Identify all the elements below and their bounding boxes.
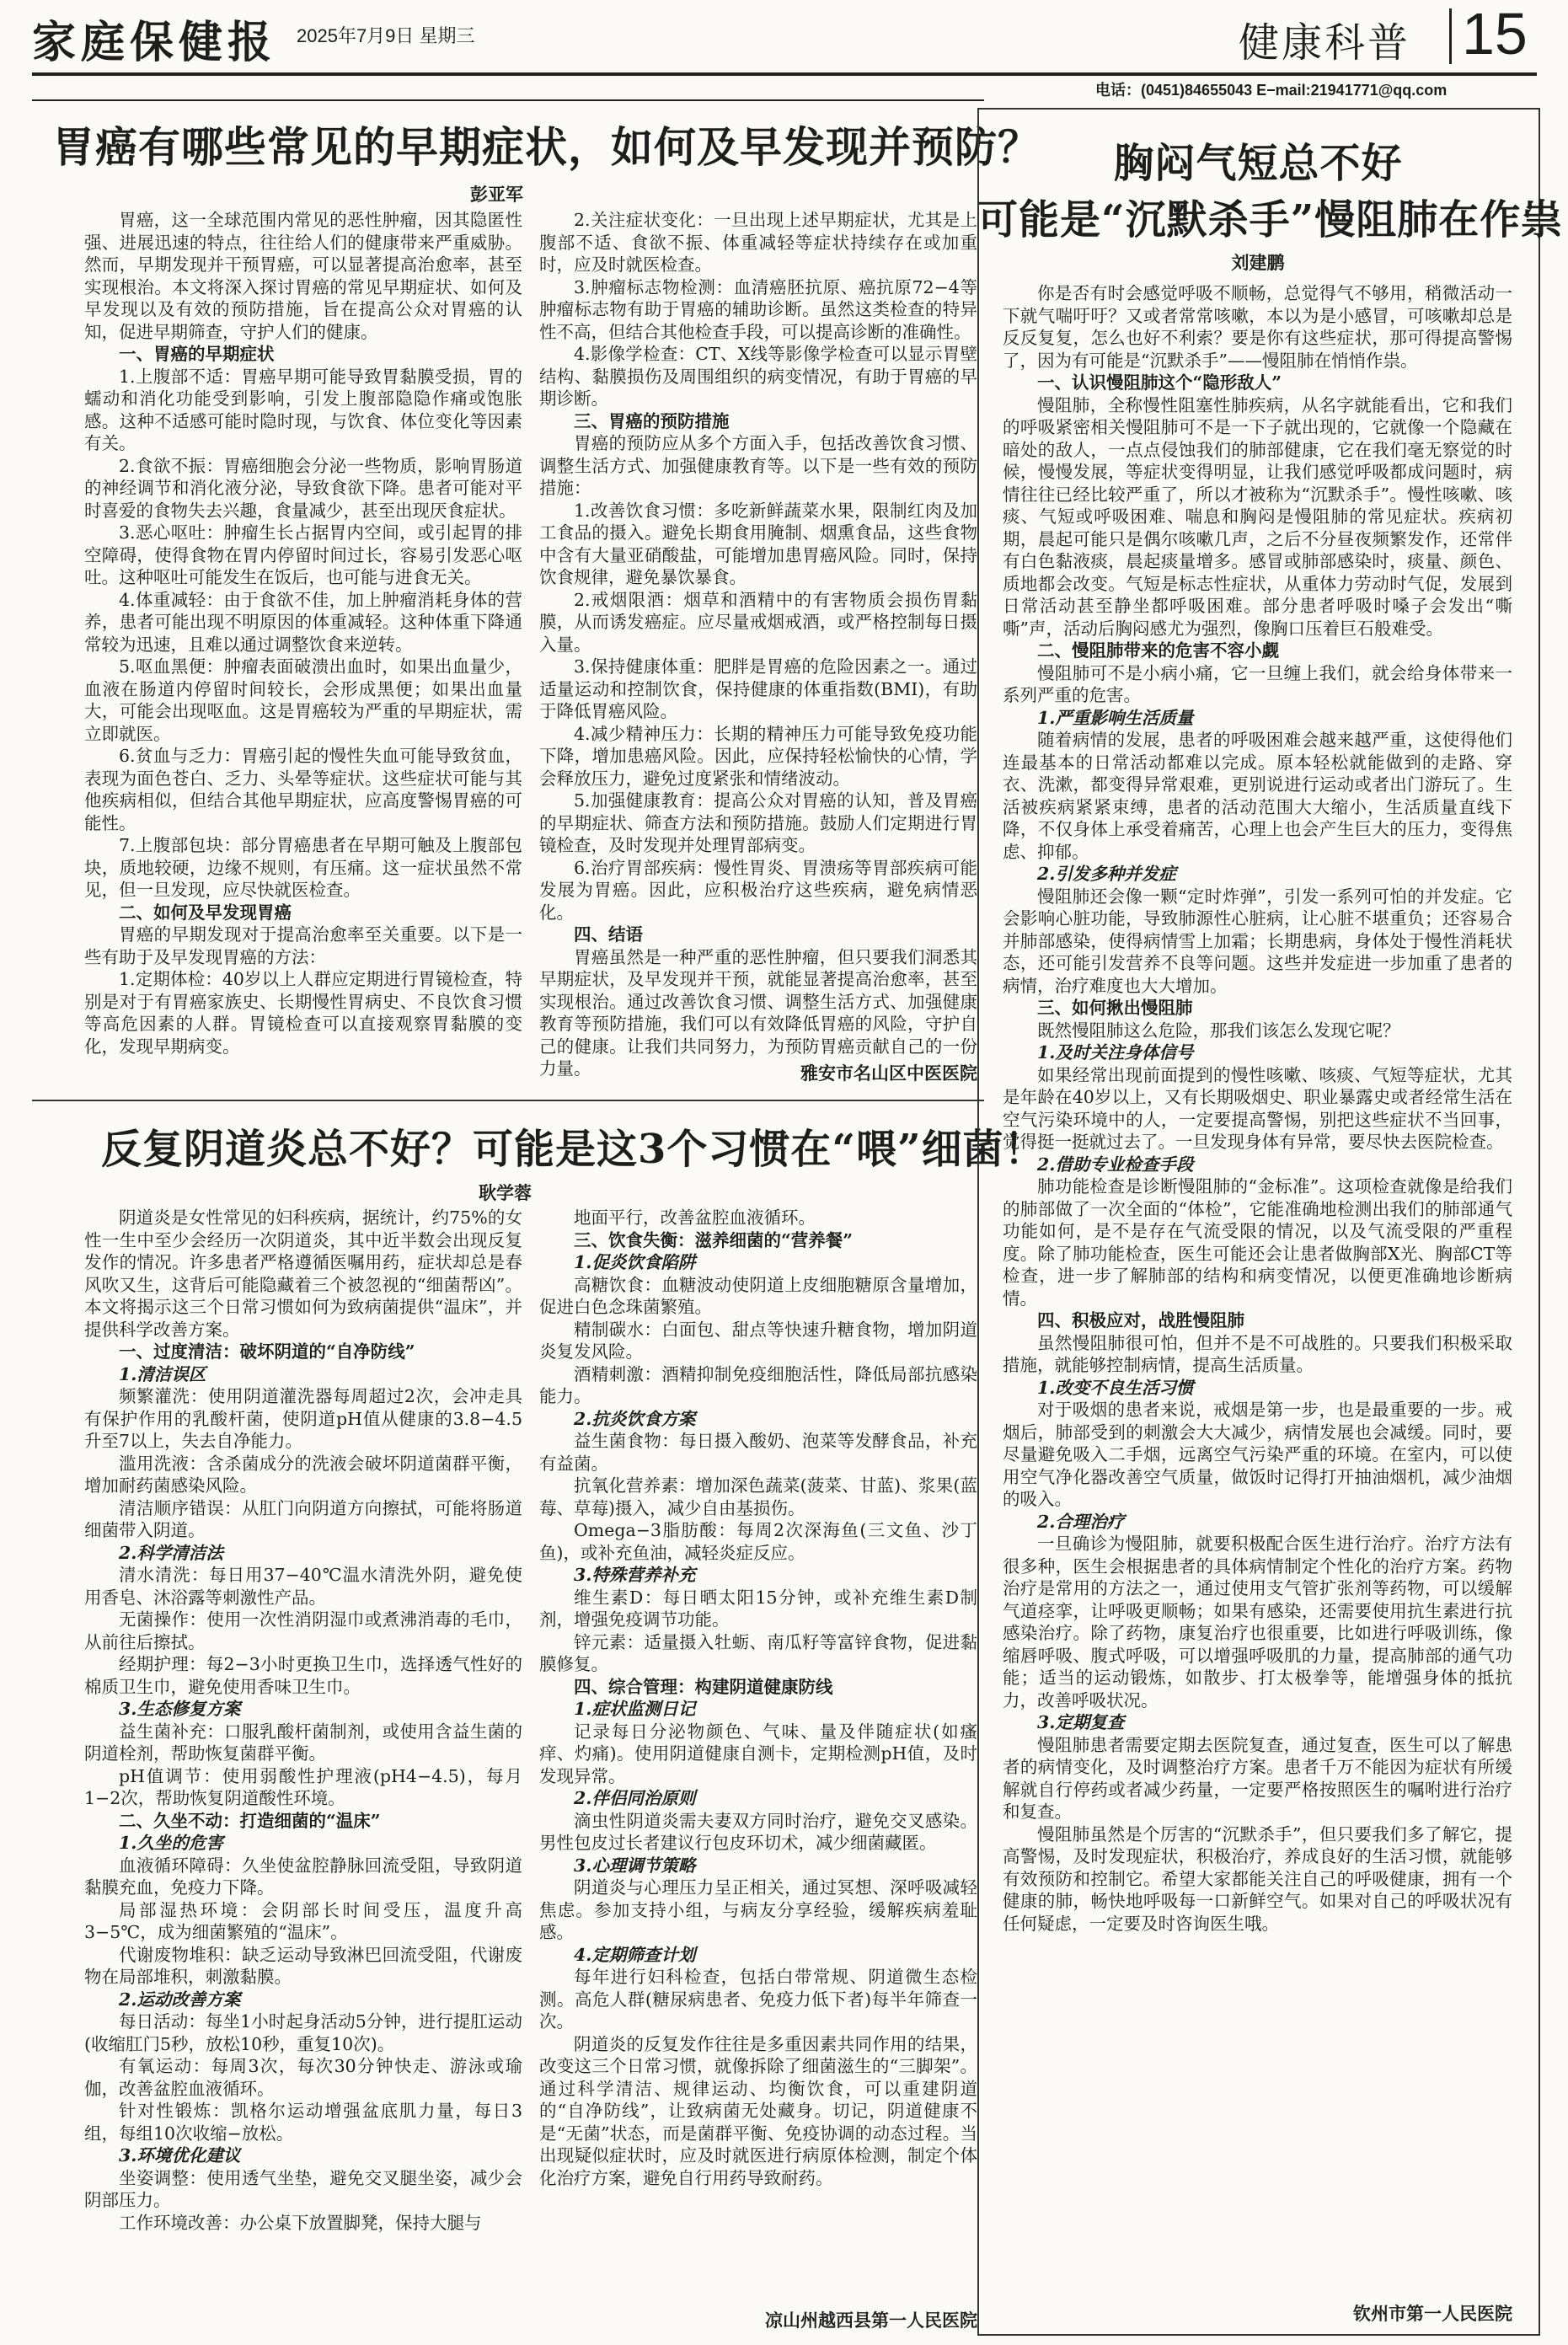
paragraph: 2.食欲不振：胃癌细胞会分泌一些物质，影响胃肠道的神经调节和消化液分泌，导致食欲下降。患者可能对平时喜爱的食物失去兴趣，食量减少，甚至出现厌食症状。 xyxy=(84,455,522,521)
paragraph: 随着病情的发展，患者的呼吸困难会越来越严重，这使得他们连最基本的日常活动都难以完成。原本轻松就能做到的走路、穿衣、洗漱，都变得异常艰难，更别说进行运动或者出门游玩了。生活被疾病紧紧束缚，患者的活动范围大大缩小，生活质量直线下降，不仅身体上承受着痛苦，心理上也会产生巨大的压力，变得焦虑、抑郁。 xyxy=(1003,730,1512,862)
paragraph: 局部湿热环境：会阴部长时间受压，温度升高3−5℃，成为细菌繁殖的“温床”。 xyxy=(84,1899,522,1942)
subheading: 3.环境优化建议 xyxy=(119,2145,241,2166)
paragraph: Omega−3脂肪酸：每周2次深海鱼(三文鱼、沙丁鱼)，或补充鱼油，减轻炎症反应。 xyxy=(539,1520,977,1563)
paragraph: 慢阻肺患者需要定期去医院复查，通过复查，医生可以了解患者的病情变化，及时调整治疗方案。患者千万不能因为症状有所缓解就自行停药或者减少药量，一定要严格按照医生的嘱咐进行治疗和复查。 xyxy=(1003,1734,1512,1822)
subheading: 二、久坐不动：打造细菌的“温床” xyxy=(119,1810,381,1831)
paragraph: 锌元素：适量摄入牡蛎、南瓜籽等富锌食物，促进黏膜修复。 xyxy=(539,1631,977,1674)
article3-title-line2: 可能是“沉默杀手”慢阻肺在作祟 xyxy=(977,196,1563,244)
paragraph: 3.保持健康体重：肥胖是胃癌的危险因素之一。通过适量运动和控制饮食，保持健康的体重指数(BMI)，有助于降低胃癌风险。 xyxy=(539,656,977,721)
subheading: 四、积极应对，战胜慢阻肺 xyxy=(1037,1310,1244,1330)
paragraph: 慢阻肺还会像一颗“定时炸弹”，引发一系列可怕的并发症。它会影响心脏功能，导致肺源性心脏病，让心脏不堪重负；还容易合并肺部感染，使得病情雪上加霜；长期患病，身体处于慢性消耗状态，还可能引发营养不良等问题。这些并发症进一步加重了患者的病情，治疗难度也大大增加。 xyxy=(1003,886,1512,996)
article2-title: 反复阴道炎总不好？可能是这3个习惯在“喂”细菌！ xyxy=(101,1126,1046,1173)
paragraph: 肺功能检查是诊断慢阻肺的“金标准”。这项检查就像是给我们的肺部做了一次全面的“体检”，它能准确地检测出我们的肺部通气功能如何，是不是存在气流受限的情况，以及气流受限的严重程度。除了肺功能检查，医生可能还会让患者做胸部X光、胸部CT等检查，进一步了解肺部的结构和病变情况，以便更准确地诊断病情。 xyxy=(1003,1176,1512,1309)
paragraph: 血液循环障碍：久坐使盆腔静脉回流受阻，导致阴道黏膜充血，免疫力下降。 xyxy=(84,1855,522,1898)
paragraph: 4.体重减轻：由于食欲不佳，加上肿瘤消耗身体的营养，患者可能出现不明原因的体重减轻。这种体重下降通常较为迅速，且难以通过调整饮食来逆转。 xyxy=(84,589,522,655)
paragraph: 针对性锻炼：凯格尔运动增强盆底肌力量，每日3组，每组10次收缩−放松。 xyxy=(84,2101,522,2144)
page-number-separator xyxy=(1449,8,1452,64)
paragraph: 6.贫血与乏力：胃癌引起的慢性失血可能导致贫血，表现为面色苍白、乏力、头晕等症状。这些症状可能与其他疾病相似，但结合其他早期症状，应高度警惕胃癌的可能性。 xyxy=(84,746,522,833)
paragraph: 慢阻肺虽然是个厉害的“沉默杀手”，但只要我们多了解它，提高警惕，及时发现症状，积极治疗，养成良好的生活习惯，就能够有效预防和控制它。希望大家都能关注自己的呼吸健康，拥有一个健康的肺，畅快地呼吸每一口新鲜空气。如果对自己的呼吸状况有任何疑虑，一定要及时咨询医生哦。 xyxy=(1003,1823,1512,1934)
subheading: 3.生态修复方案 xyxy=(119,1699,241,1719)
paragraph: 你是否有时会感觉呼吸不顺畅，总觉得气不够用，稍微活动一下就气喘吁吁？又或者常常咳嗽，本以为是小感冒，可咳嗽却总是反反复复，怎么也好不利索？要是你有这些症状，那可得提高警惕了，因为有可能是“沉默杀手”——慢阻肺在悄悄作祟。 xyxy=(1003,283,1512,371)
paragraph: 6.治疗胃部疾病：慢性胃炎、胃溃疡等胃部疾病可能发展为胃癌。因此，应积极治疗这些疾病，避免病情恶化。 xyxy=(539,857,977,923)
paragraph: 滥用洗液：含杀菌成分的洗液会破坏阴道菌群平衡，增加耐药菌感染风险。 xyxy=(84,1453,522,1496)
subheading: 3.特殊营养补充 xyxy=(574,1565,696,1585)
subheading: 4.定期筛查计划 xyxy=(574,1944,696,1965)
paragraph: 工作环境改善：办公桌下放置脚凳，保持大腿与 xyxy=(119,2212,482,2233)
subheading: 1.清洁误区 xyxy=(119,1363,206,1384)
paragraph: 如果经常出现前面提到的慢性咳嗽、咳痰、气短等症状，尤其是年龄在40岁以上，又有长期吸烟史、职业暴露史或者经常生活在空气污染环境中的人，一定要提高警惕，别把这些症状不当回事，觉得挺一挺就过去了。一旦发现身体有异常，要尽快去医院检查。 xyxy=(1003,1064,1512,1152)
paragraph: 每日活动：每坐1小时起身活动5分钟，进行提肛运动(收缩肛门5秒，放松10秒，重复10次)。 xyxy=(84,2011,522,2054)
paragraph: 7.上腹部包块：部分胃癌患者在早期可触及上腹部包块，质地较硬，边缘不规则，有压痛。这一症状虽然不常见，但一旦发现，应尽快就医检查。 xyxy=(84,835,522,900)
article3-hospital: 钦州市第一人民医院 xyxy=(1353,2305,1512,2324)
paragraph: 酒精刺激：酒精抑制免疫细胞活性，降低局部抗感染能力。 xyxy=(539,1363,977,1406)
paragraph: 高糖饮食：血糖波动使阴道上皮细胞糖原含量增加，促进白色念珠菌繁殖。 xyxy=(539,1274,977,1317)
paragraph: 无菌操作：使用一次性消阴湿巾或煮沸消毒的毛巾，从前往后擦拭。 xyxy=(84,1609,522,1652)
subheading: 四、结语 xyxy=(574,924,643,945)
paragraph: 慢阻肺可不是小病小痛，它一旦缠上我们，就会给身体带来一系列严重的危害。 xyxy=(1003,662,1512,705)
subheading: 1.症状监测日记 xyxy=(574,1699,696,1719)
subheading: 三、饮食失衡：滋养细菌的“营养餐” xyxy=(574,1229,854,1250)
paragraph: 5.加强健康教育：提高公众对胃癌的认知，普及胃癌的早期症状、筛查方法和预防措施。鼓励人们定期进行胃镜检查，及时发现并处理胃部病变。 xyxy=(539,790,977,855)
paragraph: 虽然慢阻肺很可怕，但并不是不可战胜的。只要我们积极采取措施，就能够控制病情，提高生活质量。 xyxy=(1003,1332,1512,1375)
paragraph: 胃癌，这一全球范围内常见的恶性肿瘤，因其隐匿性强、进展迅速的特点，往往给人们的健康带来严重威胁。然而，早期发现并干预胃癌，可以显著提高治愈率，甚至实现根治。本文将深入探讨胃癌的常见早期症状、如何及早发现以及有效的预防措施，旨在提高公众对胃癌的认知，促进早期筛查，守护人们的健康。 xyxy=(84,210,522,342)
paragraph: 经期护理：每2−3小时更换卫生巾，选择透气性好的棉质卫生巾，避免使用香味卫生巾。 xyxy=(84,1654,522,1697)
subheading: 二、慢阻肺带来的危害不容小觑 xyxy=(1037,640,1279,661)
subheading: 1.久坐的危害 xyxy=(119,1833,223,1853)
paragraph: 1.改善饮食习惯：多吃新鲜蔬菜水果，限制红肉及加工食品的摄入。避免长期食用腌制、烟熏食品，这些食物中含有大量亚硝酸盐，可能增加患胃癌风险。同时，保持饮食规律，避免暴饮暴食。 xyxy=(539,500,977,587)
article3-author: 刘建鹏 xyxy=(1231,254,1285,273)
paragraph: 慢阻肺，全称慢性阻塞性肺疾病，从名字就能看出，它和我们的呼吸紧密相关慢阻肺可不是一下子就出现的，它就像一个隐藏在暗处的敌人，一点点侵蚀我们的肺部健康，它在我们毫无察觉的时候，慢慢发展，等症状变得明显，让我们感觉呼吸都成问题时，病情往往已经比较严重了，所以才被称为“沉默杀手”。慢性咳嗽、咳痰、气短或呼吸困难、喘息和胸闷是慢阻肺的常见症状。疾病初期，晨起可能只是偶尔咳嗽几声，之后不分昼夜频繁发作，还常伴有白色黏液痰，晨起痰量增多。感冒或肺部感染时，痰量、颜色、质地都会改变。气短是标志性症状，从重体力劳动时气促，发展到日常活动甚至静坐都呼吸困难。部分患者呼吸时嗓子会发出“嘶嘶”声，活动后胸闷感尤为强烈，像胸口压着巨石般难受。 xyxy=(1003,394,1512,639)
paragraph: 有氧运动：每周3次，每次30分钟快走、游泳或瑜伽，改善盆腔血液循环。 xyxy=(84,2056,522,2099)
paragraph: 一旦确诊为慢阻肺，就要积极配合医生进行治疗。治疗方法有很多种，医生会根据患者的具体病情制定个性化的治疗方案。药物治疗是常用的方法之一，通过使用支气管扩张剂等药物，可以缓解气道痉挛，让呼吸更顺畅；如果有感染，还需要使用抗生素进行抗感染治疗。除了药物，康复治疗也很重要，比如进行呼吸训练，像缩唇呼吸、腹式呼吸，可以增强呼吸肌的力量，提高肺部的通气功能；适当的运动锻炼，如散步、打太极拳等，能增强身体的抵抗力，改善呼吸状况。 xyxy=(1003,1534,1512,1711)
paragraph: 益生菌食物：每日摄入酸奶、泡菜等发酵食品，补充有益菌。 xyxy=(539,1431,977,1474)
paragraph: 精制碳水：白面包、甜点等快速升糖食物，增加阴道炎复发风险。 xyxy=(539,1319,977,1362)
subheading: 2.合理治疗 xyxy=(1037,1511,1125,1532)
paragraph: 3.肿瘤标志物检测：血清癌胚抗原、癌抗原72−4等肿瘤标志物有助于胃癌的辅助诊断。虽然这类检查的特异性不高，但结合其他检查手段，可以提高诊断的准确性。 xyxy=(539,276,977,342)
masthead-rule xyxy=(32,72,1537,76)
subheading: 2.抗炎饮食方案 xyxy=(574,1408,696,1429)
masthead-rule-thin xyxy=(32,99,984,101)
paragraph: 维生素D：每日晒太阳15分钟，或补充维生素D制剂，增强免疫调节功能。 xyxy=(539,1587,977,1630)
paragraph: 抗氧化营养素：增加深色蔬菜(菠菜、甘蓝)、浆果(蓝莓、草莓)摄入，减少自由基损伤。 xyxy=(539,1475,977,1518)
paragraph: 胃癌虽然是一种严重的恶性肿瘤，但只要我们洞悉其早期症状，及早发现并干预，就能显著提高治愈率，甚至实现根治。通过改善饮食习惯、调整生活方式、加强健康教育等预防措施，我们可以有效降低胃癌的风险，守护自己的健康。让我们共同努力，为预防胃癌贡献自己的一份力量。 xyxy=(539,946,977,1079)
article3-title-line1: 胸闷气短总不好 xyxy=(1113,140,1403,187)
paragraph: 滴虫性阴道炎需夫妻双方同时治疗，避免交叉感染。男性包皮过长者建议行包皮环切术，减少细菌藏匿。 xyxy=(539,1810,977,1853)
article1-author: 彭亚军 xyxy=(470,185,523,205)
subheading: 2.引发多种并发症 xyxy=(1037,864,1176,884)
subheading: 一、认识慢阻肺这个“隐形敌人” xyxy=(1037,372,1282,393)
issue-date: 2025年7月9日 星期三 xyxy=(297,25,475,46)
subheading: 2.运动改善方案 xyxy=(119,1989,241,2010)
paragraph: 清水清洗：每日用37−40℃温水清洗外阴，避免使用香皂、沐浴露等刺激性产品。 xyxy=(84,1565,522,1608)
paragraph: pH值调节：使用弱酸性护理液(pH4−4.5)，每月1−2次，帮助恢复阴道酸性环境。 xyxy=(84,1765,522,1808)
paragraph: 胃癌的预防应从多个方面入手，包括改善饮食习惯、调整生活方式、加强健康教育等。以下是一些有效的预防措施： xyxy=(539,433,977,498)
paragraph: 3.恶心呕吐：肿瘤生长占据胃内空间，或引起胃的排空障碍，使得食物在胃内停留时间过长，容易引发恶心呕吐。这种呕吐可能发生在饭后，也可能与进食无关。 xyxy=(84,522,522,587)
paragraph: 2.戒烟限酒：烟草和酒精中的有害物质会损伤胃黏膜，从而诱发癌症。应尽量戒烟戒酒，或严格控制每日摄入量。 xyxy=(539,589,977,655)
subheading: 2.伴侣同治原则 xyxy=(574,1788,696,1808)
paragraph: 2.关注症状变化：一旦出现上述早期症状，尤其是上腹部不适、食欲不振、体重减轻等症状持续存在或加重时，应及时就医检查。 xyxy=(539,210,977,275)
paragraph: 1.定期体检：40岁以上人群应定期进行胃镜检查，特别是对于有胃癌家族史、长期慢性胃病史、不良饮食习惯等高危因素的人群。胃镜检查可以直接观察胃黏膜的变化，发现早期病变。 xyxy=(84,969,522,1057)
paragraph: 代谢废物堆积：缺乏运动导致淋巴回流受阻，代谢废物在局部堆积，刺激黏膜。 xyxy=(84,1944,522,1987)
subheading: 一、过度清洁：破坏阴道的“自净防线” xyxy=(119,1341,415,1362)
paragraph: 1.上腹部不适：胃癌早期可能导致胃黏膜受损，胃的蠕动和消化功能受到影响，引发上腹部隐隐作痛或饱胀感。这种不适感可能时隐时现，与饮食、体位变化等因素有关。 xyxy=(84,366,522,453)
page-number: 15 xyxy=(1462,1,1528,67)
subheading: 2.科学清洁法 xyxy=(119,1542,223,1563)
article1-title: 胃癌有哪些常见的早期症状，如何及早发现并预防？ xyxy=(52,122,1041,172)
subheading: 2.借助专业检查手段 xyxy=(1037,1154,1194,1175)
section-name: 健康科普 xyxy=(1239,19,1411,67)
article2-column-1 xyxy=(84,1207,522,2319)
article2-author: 耿学蓉 xyxy=(479,1184,532,1203)
article3-body xyxy=(1003,282,1512,2288)
subheading: 三、如何揪出慢阻肺 xyxy=(1037,998,1193,1018)
article2-column-2 xyxy=(539,1207,977,2294)
subheading: 3.定期复查 xyxy=(1037,1712,1125,1732)
subheading: 3.心理调节策略 xyxy=(574,1855,696,1876)
paragraph: 益生菌补充：口服乳酸杆菌制剂，或使用含益生菌的阴道栓剂，帮助恢复菌群平衡。 xyxy=(84,1721,522,1764)
paragraph: 地面平行，改善盆腔血液循环。 xyxy=(574,1207,816,1228)
paragraph: 胃癌的早期发现对于提高治愈率至关重要。以下是一些有助于及早发现胃癌的方法： xyxy=(84,924,522,967)
paragraph: 记录每日分泌物颜色、气味、量及伴随症状(如瘙痒、灼痛)。使用阴道健康自测卡，定期检测pH值，及时发现异常。 xyxy=(539,1721,977,1786)
paragraph: 阴道炎与心理压力呈正相关，通过冥想、深呼吸减轻焦虑。参加支持小组，与病友分享经验，缓解疾病羞耻感。 xyxy=(539,1877,977,1942)
paragraph: 阴道炎是女性常见的妇科疾病，据统计，约75%的女性一生中至少会经历一次阴道炎，其中近半数会出现反复发作的情况。许多患者严格遵循医嘱用药，症状却总是春风吹又生，这背后可能隐藏着三个被忽视的“细菌帮凶”。本文将揭示这三个日常习惯如何为致病菌提供“温床”，并提供科学改善方案。 xyxy=(84,1207,522,1340)
paragraph: 每年进行妇科检查，包括白带常规、阴道微生态检测。高危人群(糖尿病患者、免疫力低下者)每半年筛查一次。 xyxy=(539,1967,977,2032)
subheading: 一、胃癌的早期症状 xyxy=(119,344,275,364)
paper-name: 家庭保健报 xyxy=(32,17,277,68)
paragraph: 清洁顺序错误：从肛门向阴道方向擦拭，可能将肠道细菌带入阴道。 xyxy=(84,1497,522,1540)
paragraph: 4.减少精神压力：长期的精神压力可能导致免疫功能下降，增加患癌风险。因此，应保持轻松愉快的心情，学会释放压力，避免过度紧张和情绪波动。 xyxy=(539,723,977,789)
paragraph: 对于吸烟的患者来说，戒烟是第一步，也是最重要的一步。戒烟后，肺部受到的刺激会大大减少，病情发展也会减缓。同时，要尽量避免吸入二手烟，远离空气污染严重的环境。在室内，可以使用空气净化器改善空气质量，做饭时记得打开抽油烟机，减少油烟的吸入。 xyxy=(1003,1400,1512,1509)
subheading: 1.严重影响生活质量 xyxy=(1037,707,1194,728)
article-divider xyxy=(32,1100,984,1101)
paragraph: 4.影像学检查：CT、X线等影像学检查可以显示胃壁结构、黏膜损伤及周围组织的病变情况，有助于胃癌的早期诊断。 xyxy=(539,344,977,409)
paragraph: 阴道炎的反复发作往往是多重因素共同作用的结果，改变这三个日常习惯，就像拆除了细菌滋生的“三脚架”。通过科学清洁、规律运动、均衡饮食，可以重建阴道的“自净防线”，让致病菌无处藏身。切记，阴道健康不是“无菌”状态，而是菌群平衡、免疫协调的动态过程。当出现疑似症状时，应及时就医进行病原体检测，制定个体化治疗方案，避免自行用药导致耐药。 xyxy=(539,2033,977,2188)
subheading: 1.及时关注身体信号 xyxy=(1037,1042,1194,1063)
subheading: 四、综合管理：构建阴道健康防线 xyxy=(574,1676,833,1697)
article1-hospital: 雅安市名山区中医医院 xyxy=(800,1064,977,1084)
article2-hospital: 凉山州越西县第一人民医院 xyxy=(765,2311,977,2331)
subheading: 二、如何及早发现胃癌 xyxy=(119,902,292,923)
contact-info: 电话：(0451)84655043 E−mail:21941771@qq.com xyxy=(1095,82,1448,99)
subheading: 1.促炎饮食陷阱 xyxy=(574,1252,696,1272)
paragraph: 频繁灌洗：使用阴道灌洗器每周超过2次，会冲走具有保护作用的乳酸杆菌，使阴道pH值从健康的3.8−4.5升至7以上，失去自净能力。 xyxy=(84,1386,522,1451)
article1-column-1 xyxy=(84,209,522,1085)
subheading: 1.改变不良生活习惯 xyxy=(1037,1377,1194,1398)
subheading: 三、胃癌的预防措施 xyxy=(574,410,730,431)
paragraph: 坐姿调整：使用透气坐垫，避免交叉腿坐姿，减少会阴部压力。 xyxy=(84,2167,522,2210)
paragraph: 既然慢阻肺这么危险，那我们该怎么发现它呢？ xyxy=(1037,1020,1400,1041)
paragraph: 5.呕血黑便：肿瘤表面破溃出血时，如果出血量少，血液在肠道内停留时间较长，会形成黑便；如果出血量大，可能会出现呕血。这是胃癌较为严重的早期症状，需立即就医。 xyxy=(84,656,522,744)
